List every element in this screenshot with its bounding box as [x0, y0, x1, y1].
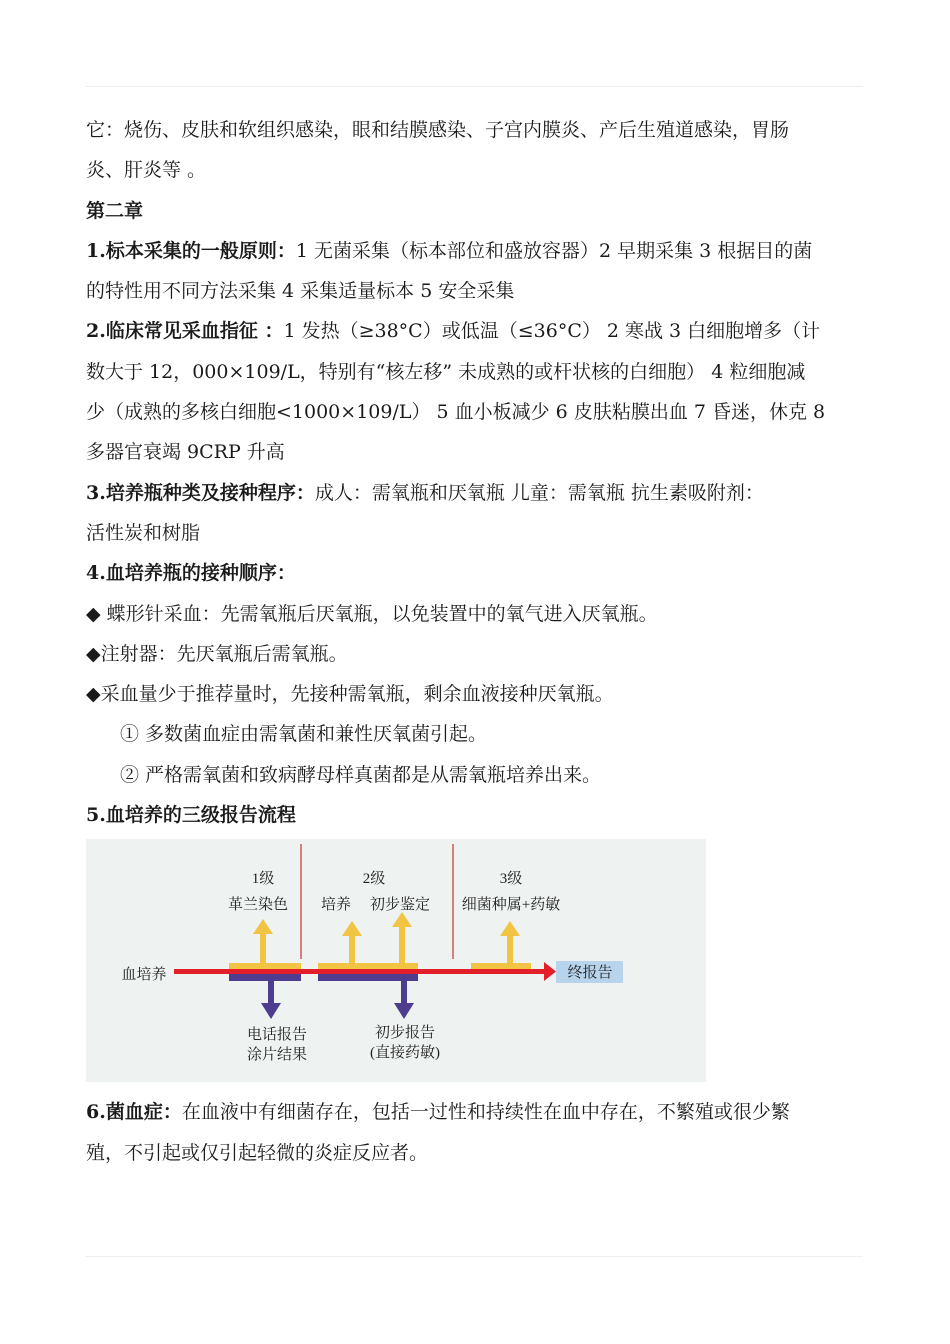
chapter-heading: 第二章: [86, 199, 144, 222]
yellow-segment: [229, 963, 301, 970]
purple-down-arrow-head: [261, 1003, 281, 1019]
bullet-item: ◆采血量少于推荐量时，先接种需氧瓶，剩余血液接种厌氧瓶。: [86, 683, 614, 706]
yellow-up-arrow-head: [500, 921, 520, 936]
blood-culture-label: 血培养: [121, 967, 167, 984]
bullet-item: ◆注射器：先厌氧瓶后需氧瓶。: [86, 642, 348, 665]
level-3-label: 3级: [499, 871, 523, 888]
section-6-line: 殖，不引起或仅引起轻微的炎症反应者。: [86, 1141, 429, 1164]
section-2-line: 数大于 12，000×109/L，特别有“核左移” 未成熟的或杆状核的白细胞） 4 粒细胞减: [86, 360, 806, 383]
section-4-title: 4.血培养瓶的接种顺序：: [86, 562, 296, 585]
section-2-title: 2.临床常见采血指征 ：: [86, 320, 284, 343]
genus-sensitivity-label: 细菌种属+药敏: [461, 897, 561, 914]
purple-down-arrow: [268, 981, 274, 1003]
section-3-text: 成人：需氧瓶和厌氧瓶 儿童：需氧瓶 抗生素吸附剂：: [314, 481, 764, 504]
section-6-line: [86, 1092, 864, 1132]
final-report-label: 终报告: [567, 965, 613, 982]
purple-segment: [318, 974, 418, 981]
section-3-line: 活性炭和树脂: [86, 521, 201, 544]
culture-label: 培养: [320, 897, 352, 914]
document-body: [86, 110, 864, 1173]
header-rule: [85, 86, 863, 87]
level-1-label: 1级: [251, 871, 275, 888]
section-2-line: [86, 311, 864, 351]
section-2-line: 多器官衰竭 9CRP 升高: [86, 441, 285, 464]
main-arrow-head: [544, 962, 556, 981]
section-6-text: 在血液中有细菌存在，包括一过性和持续性在血中存在，不繁殖或很少繁: [181, 1101, 790, 1124]
section-1-line: 的特性用不同方法采集 4 采集适量标本 5 安全采集: [86, 280, 515, 303]
yellow-segment: [318, 963, 418, 970]
yellow-up-arrow: [349, 936, 355, 963]
gram-stain-label: 革兰染色: [227, 897, 289, 914]
section-2-line: 少（成熟的多核白细胞<1000×109/L） 5 血小板减少 6 皮肤粘膜出血 7 昏迷，休克 8: [86, 401, 826, 424]
text-line: 炎、肝炎等 。: [86, 159, 207, 182]
section-6-title: 6.菌血症：: [86, 1101, 182, 1124]
purple-down-arrow-head: [394, 1003, 414, 1019]
footer-rule: [85, 1256, 863, 1257]
yellow-up-arrow: [399, 927, 405, 963]
main-arrow: [174, 969, 544, 974]
direct-sensitivity-label: (直接药敏): [370, 1045, 440, 1062]
prelim-report-label: 初步报告: [374, 1025, 436, 1042]
report-flow-diagram: [86, 839, 706, 1082]
yellow-up-arrow: [260, 934, 266, 963]
section-1-text: 1 无菌采集（标本部位和盛放容器）2 早期采集 3 根据目的菌: [295, 239, 813, 262]
smear-result-label: 涂片结果: [246, 1047, 308, 1064]
yellow-up-arrow: [507, 936, 513, 963]
numbered-item: ② 严格需氧菌和致病酵母样真菌都是从需氧瓶培养出来。: [120, 763, 602, 786]
prelim-id-label: 初步鉴定: [369, 897, 431, 914]
text-line: 它：烧伤、皮肤和软组织感染，眼和结膜感染、子宫内膜炎、产后生殖道感染，胃肠: [86, 119, 790, 141]
purple-down-arrow: [401, 981, 407, 1003]
numbered-item: ① 多数菌血症由需氧菌和兼性厌氧菌引起。: [120, 723, 488, 746]
report-flow-svg: [86, 839, 706, 1082]
phone-report-label: 电话报告: [246, 1027, 308, 1044]
yellow-up-arrow-head: [392, 912, 412, 927]
yellow-up-arrow-head: [253, 919, 273, 934]
yellow-segment: [471, 963, 531, 970]
section-3-title: 3.培养瓶种类及接种程序：: [86, 481, 315, 504]
yellow-up-arrow-head: [342, 921, 362, 936]
bullet-item: ◆ 蝶形针采血：先需氧瓶后厌氧瓶，以免装置中的氧气进入厌氧瓶。: [86, 602, 658, 625]
section-5-title: 5.血培养的三级报告流程: [86, 804, 296, 827]
section-1-line: [86, 231, 864, 271]
purple-segment: [229, 974, 301, 981]
level-2-label: 2级: [362, 871, 386, 888]
section-1-title: 1.标本采集的一般原则：: [86, 239, 296, 262]
section-3-line: [86, 473, 864, 513]
section-2-text: 1 发热（≥38°C）或低温（≤36°C） 2 寒战 3 白细胞增多（计: [283, 320, 821, 343]
